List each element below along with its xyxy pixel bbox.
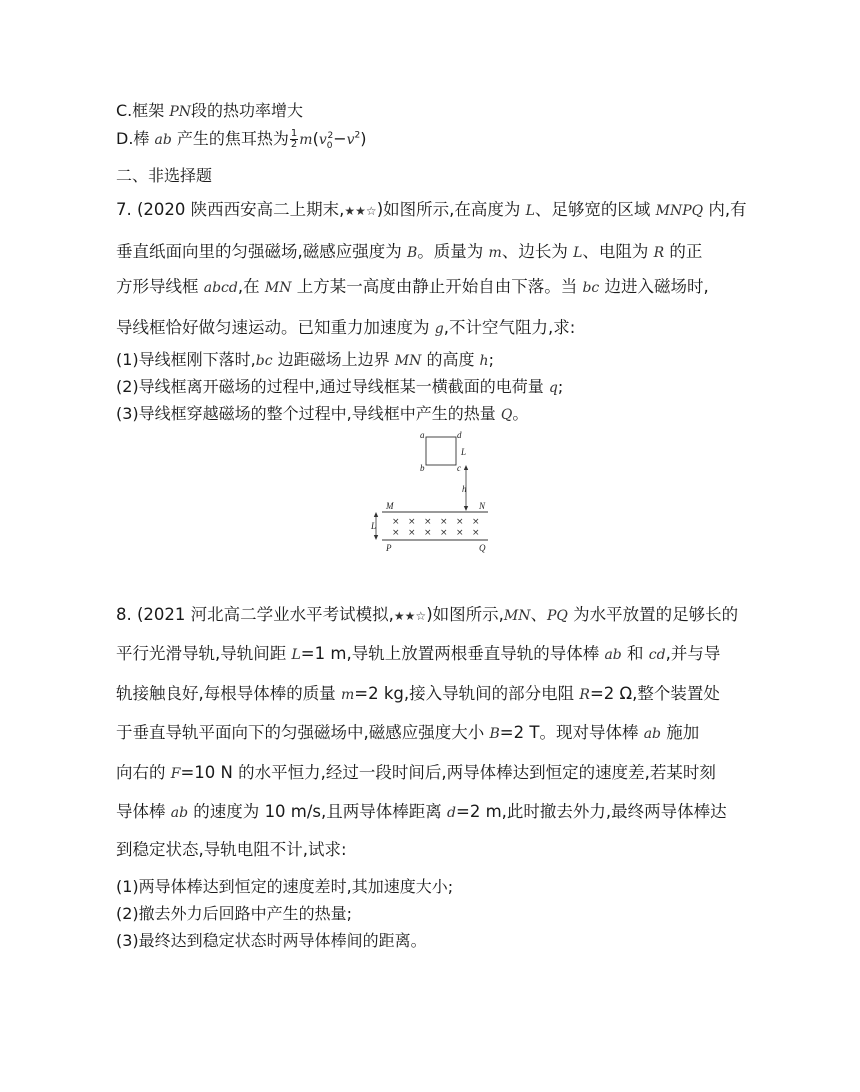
field-cross-mark: ×: [472, 517, 480, 527]
q8-subquestion-2: (2)撤去外力后回路中产生的热量;: [116, 904, 353, 923]
label-n: N: [479, 501, 486, 511]
label-h: h: [462, 484, 467, 494]
q8-line-3: 轨接触良好,每根导体棒的质量 m=2 kg,接入导轨间的部分电阻 R=2 Ω,整个装置处: [116, 684, 720, 703]
magnetic-field-crosses: [392, 517, 480, 538]
q8-line-7: 到稳定状态,导轨电阻不计,试求:: [116, 840, 347, 859]
label-m: M: [386, 501, 394, 511]
field-cross-mark: ×: [472, 528, 480, 538]
q7-subquestion-1: (1)导线框刚下落时,bc 边距磁场上边界 MN 的高度 h;: [116, 350, 494, 369]
q7-subquestion-2: (2)导线框离开磁场的过程中,通过导线框某一横截面的电荷量 q;: [116, 377, 564, 396]
field-cross-mark: ×: [424, 517, 432, 527]
label-field-height: L: [371, 521, 377, 531]
q8-line-4: 于垂直导轨平面向下的匀强磁场中,磁感应强度大小 B=2 T。现对导体棒 ab 施加: [116, 723, 700, 742]
field-cross-mark: ×: [392, 517, 400, 527]
section-heading: 二、非选择题: [116, 166, 213, 185]
field-cross-mark: ×: [456, 517, 464, 527]
magnetic-field-diagram: [360, 428, 500, 556]
difficulty-stars-icon: ★★☆: [393, 609, 427, 623]
q7-line-3: 方形导线框 abcd,在 MN 上方某一高度由静止开始自由下落。当 bc 边进入磁场时,: [116, 277, 709, 296]
field-cross-mark: ×: [440, 517, 448, 527]
label-c: c: [457, 463, 461, 473]
q7-subquestion-3: (3)导线框穿越磁场的整个过程中,导线框中产生的热量 Q。: [116, 404, 529, 423]
q7-line-2: 垂直纸面向里的匀强磁场,磁感应强度为 B。质量为 m、边长为 L、电阻为 R 的正: [116, 242, 703, 261]
q8-subquestion-1: (1)两导体棒达到恒定的速度差时,其加速度大小;: [116, 877, 454, 896]
field-cross-mark: ×: [456, 528, 464, 538]
q8-line-5: 向右的 F=10 N 的水平恒力,经过一段时间后,两导体棒达到恒定的速度差,若某时刻: [116, 763, 716, 782]
fraction-half: $\frac{1}{2}$: [290, 128, 298, 150]
field-cross-mark: ×: [440, 528, 448, 538]
label-q: Q: [479, 543, 486, 553]
field-cross-mark: ×: [408, 517, 416, 527]
q7-line-4: 导线框恰好做匀速运动。已知重力加速度为 g,不计空气阻力,求:: [116, 318, 576, 337]
label-d: d: [457, 430, 462, 440]
field-cross-mark: ×: [408, 528, 416, 538]
q6-option-d: D.棒 ab 产生的焦耳热为 $\frac{1}{2}$ $m(v_0^2-v^2)$: [116, 128, 367, 152]
field-cross-mark: ×: [424, 528, 432, 538]
label-a: a: [420, 430, 425, 440]
q8-line-2: 平行光滑导轨,导轨间距 L=1 m,导轨上放置两根垂直导轨的导体棒 ab 和 cd,并与导: [116, 644, 721, 663]
difficulty-stars-icon: ★★☆: [344, 204, 377, 218]
label-b: b: [420, 463, 425, 473]
q8-line-6: 导体棒 ab 的速度为 10 m/s,且两导体棒距离 d=2 m,此时撤去外力,最终两导体棒达: [116, 802, 727, 821]
q7-line-1: 7. (2020 陕西西安高二上期末,★★☆)如图所示,在高度为 L、足够宽的区域 MNPQ 内,有: [116, 200, 747, 219]
label-p: P: [386, 543, 392, 553]
q8-subquestion-3: (3)最终达到稳定状态时两导体棒间的距离。: [116, 931, 427, 950]
q8-line-1: 8. (2021 河北高二学业水平考试模拟,★★☆)如图所示,MN、PQ 为水平放置的足够长的: [116, 605, 739, 624]
label-frame-side-length: L: [461, 447, 467, 457]
wire-frame-square: [426, 437, 456, 465]
q6-option-c: C.框架 PN段的热功率增大: [116, 101, 304, 120]
field-cross-mark: ×: [392, 528, 400, 538]
